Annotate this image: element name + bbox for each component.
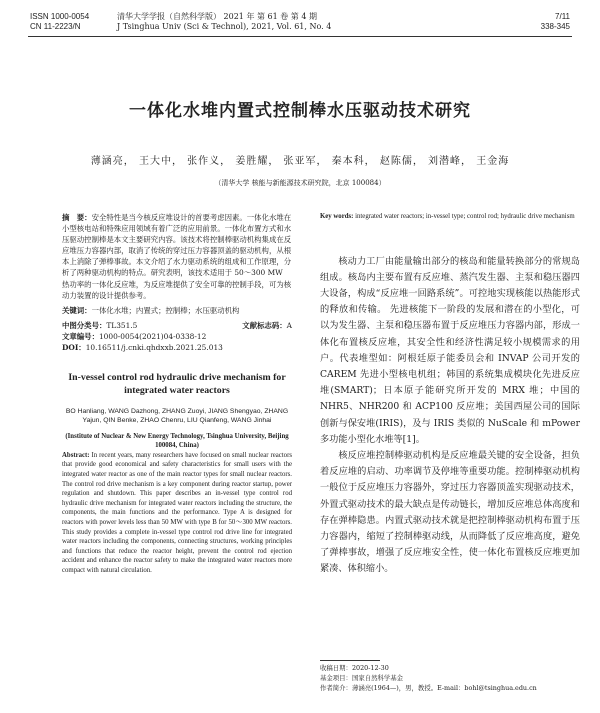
- received-date: 收稿日期：2020-12-30: [320, 664, 389, 672]
- page-range: 7/11: [555, 12, 570, 21]
- affiliation-en: (Institute of Nuclear & New Energy Technology, Tsinghua University, Beijing 100084, China): [65, 432, 289, 450]
- meta-clc-row: [62, 320, 292, 331]
- issn: ISSN 1000-0054: [30, 12, 90, 21]
- journal-citation: [117, 12, 331, 32]
- journal-header: [0, 10, 600, 42]
- footnotes: [320, 660, 580, 693]
- keywords-en-text: integrated water reactors; in-vessel type; control rod; hydraulic drive mechanism: [355, 213, 575, 220]
- article-id-label: 文章编号：: [62, 331, 99, 341]
- affiliation-cn: （清华大学 核能与新能源技术研究院，北京 100084）: [214, 179, 386, 187]
- authors-cn: 薄涵亮， 王大中， 张作义， 姜胜耀， 张亚军， 秦本科， 赵陈儒， 刘潜峰， 王金海: [90, 156, 510, 167]
- page-info: [541, 12, 570, 32]
- pages: 338-345: [540, 22, 570, 31]
- right-column: [320, 212, 580, 578]
- doc-label: 文献标志码：: [242, 320, 287, 330]
- clc-label: 中图分类号：: [62, 320, 107, 330]
- cn-number: CN 11-2223/N: [30, 22, 81, 31]
- doc-value: A: [286, 320, 292, 330]
- clc-value: TL351.5: [106, 320, 138, 330]
- abstract-en-label: Abstract:: [62, 451, 90, 459]
- keywords-en: [320, 212, 580, 222]
- abstract-cn-text: 安全特性是当今核反应堆设计的首要考虑因素。一体化水堆在小型核电站和特殊应用领域有着广泛的应用前景。一体化布置方式和水压驱动控制棒是本文主要研究内容。该技术将控制棒驱动机构集成在反应堆压力容器内部，取消了传统的穿过压力容器顶盖的驱动机构，从根本上消除了弹棒事故。本文介绍了水力驱动系统的组成和工作原理，分析了两种驱动机构的特点。研究表明，该技术适用于 50～300 MW 热功率的一体化反应堆，为反应堆提供了安全可靠的控制手段，可为核动力装置的设计提供参考。: [62, 213, 292, 300]
- doi-label: DOI：: [62, 342, 86, 352]
- paper-title-en: In-vessel control rod hydraulic drive mechanism for integrated water reactors: [68, 371, 286, 396]
- header-rule: [28, 36, 572, 37]
- journal-cn: 清华大学学报（自然科学版） 2021 年 第 61 卷 第 4 期: [117, 12, 317, 21]
- author-bio: 作者简介：薄涵亮(1964—)，男，教授。E-mail：bohl@tsinghua.edu.cn: [320, 684, 537, 692]
- footnote-rule: [320, 660, 380, 661]
- article-meta: [62, 320, 292, 353]
- keywords-cn-label: 关键词：: [62, 305, 92, 315]
- body-paragraph-2: 核反应堆控制棒驱动机构是反应堆最关键的安全设备，担负着反应堆的启动、功率调节及停堆等重要功能。控制棒驱动机构一般位于反应堆压力容器外，穿过压力容器顶盖实现驱动技术，外置式驱动技术的最大缺点是传动链长，增加反应堆总体高度和存在弹棒隐患。内置式驱动技术就是把控制棒驱动机构布置于压力容器内，缩短了控制棒驱动线，从而降低了反应堆高度，避免了弹棒事故，增强了反应堆安全性，使一体化布置核反应堆更加紧凑、体积缩小。: [320, 450, 580, 575]
- keywords-cn: [62, 305, 292, 316]
- abstract-cn: [62, 212, 292, 301]
- keywords-cn-text: 一体化水堆；内置式；控制棒；水压驱动机构: [91, 305, 240, 315]
- meta-doi-row: [62, 342, 292, 353]
- abstract-cn-label: 摘 要：: [62, 213, 92, 222]
- left-column: [62, 212, 292, 576]
- meta-id-row: [62, 331, 292, 342]
- paper-title-cn: 一体化水堆内置式控制棒水压驱动技术研究: [129, 101, 471, 121]
- article-id-value: 1000-0054(2021)04-0338-12: [98, 331, 207, 341]
- authors-en: BO Hanliang, WANG Dazhong, ZHANG Zuoyi, JIANG Shengyao, ZHANG Yajun, QIN Benke, ZHAO Chenru, LIU Qianfeng, WANG Jinhai: [65, 407, 289, 425]
- doc-code: [242, 320, 292, 331]
- keywords-en-label: Key words:: [320, 213, 354, 220]
- foundation-item: 基金项目：国家自然科学基金: [320, 674, 404, 682]
- issn-block: [30, 12, 89, 32]
- body-paragraph-1: 核动力工厂由能量输出部分的核岛和能量转换部分的常规岛组成。核岛内主要布置有反应堆、蒸汽发生器、主泵和稳压器四大设备，构成“反应堆一回路系统”。可控地实现核能以热能形式的释放和传输。 先进核能下一阶段的发展和潜在的小型化，可以为发生器、主泵和稳压器布置于反应堆压力容器内部，形成一体化布置核反应堆，其安全性和经济性满足较小规模需求的用户。代表堆型如：阿根廷原子能委员会和 INVAP 公司开发的 CAREM 先进小型核电机组；韩国的系统集成模块化先进反应堆(SMART)；日本原子能研究所开发的 MRX 堆；中国的 NHR5、NHR200 和 ACP100 反应堆；美国西屋公司的国际创新与保安堆(IRIS)，及与 IRIS 类似的 NuScale 和 mPower 多功能小型化水堆等[1]。: [320, 255, 580, 445]
- doi-value[interactable]: 10.16511/j.cnki.qhdxxb.2021.25.013: [85, 342, 223, 352]
- abstract-en-text: In recent years, many researchers have focused on small nuclear reactors that provide good economical and safety characteristics for small users with the integrated water reactor as one of the main reactor types for small nuclear reactors. The control rod drive mechanism is a key component during reactor startup, power regulation and shutdown. This paper describes an in-vessel type control rod hydraulic drive mechanism for integrated water reactors including the structure, the components, the main functions and the performance. Type A is designed for reactors with power levels less than 50 MW with type B for 50～300 MW reactors. This study provides a complete in-vessel type control rod drive line for integrated water reactors including the components, connecting structures, working principles and functions that reduce the reactor height, prevent the control rod ejection accident and enhance the reactor safety to make the integrated water reactors more compact with natural circulation.: [62, 451, 292, 574]
- journal-en: J Tsinghua Univ (Sci & Technol), 2021, Vol. 61, No. 4: [117, 22, 332, 31]
- abstract-en: [62, 451, 292, 576]
